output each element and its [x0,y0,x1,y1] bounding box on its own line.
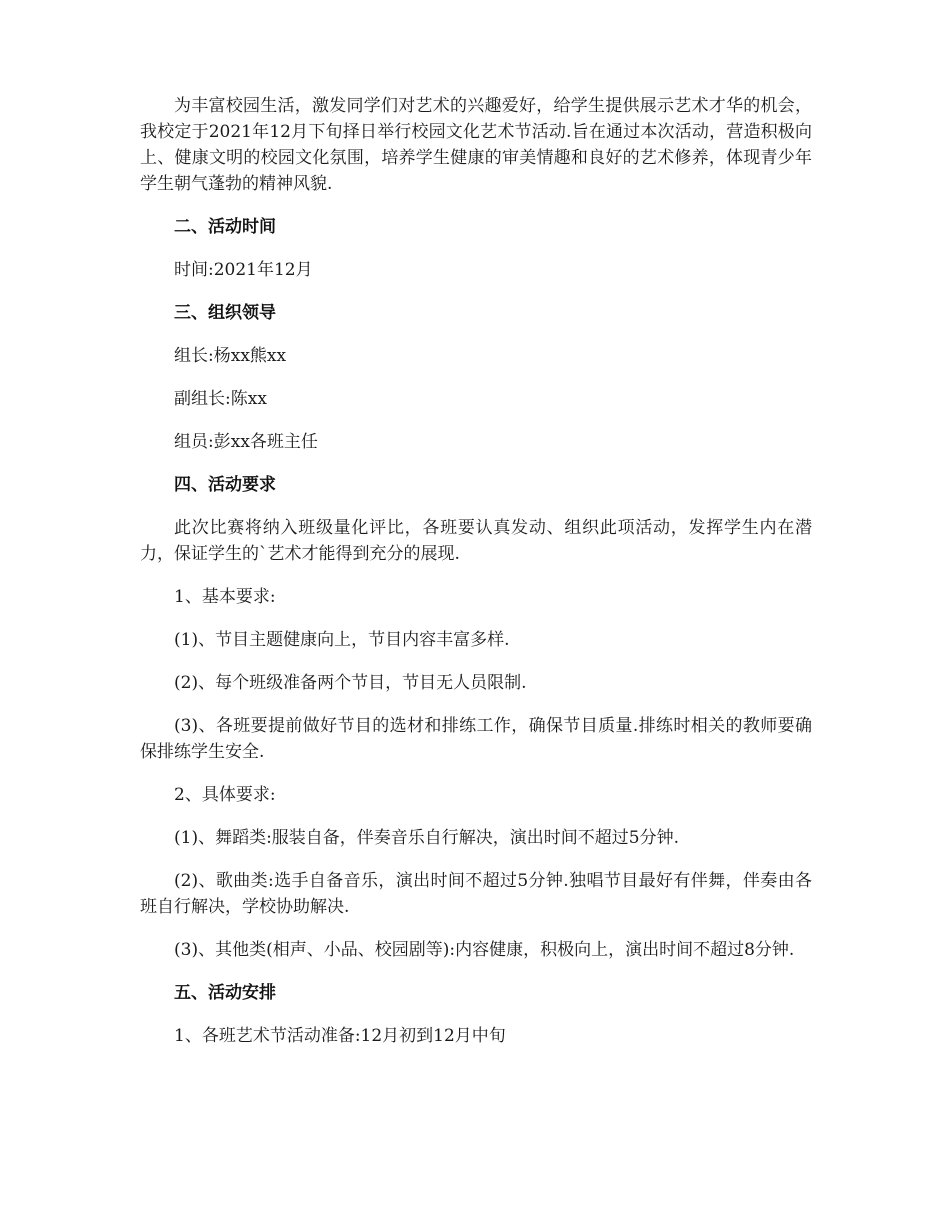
intro-paragraph: 为丰富校园生活，激发同学们对艺术的兴趣爱好，给学生提供展示艺术才华的机会，我校定于2021年12月下旬择日举行校园文化艺术节活动.旨在通过本次活动，营造积极向上、健康文明的校园文化氛围，培养学生健康的审美情趣和良好的艺术修养，体现青少年学生朝气蓬勃的精神风貌. [140,96,812,194]
specific-requirement-item: (3)、其他类(相声、小品、校园剧等):内容健康，积极向上，演出时间不超过8分钟. [174,940,795,960]
basic-requirement-item: (2)、每个班级准备两个节目，节目无人员限制. [174,673,527,693]
section-heading-arrangement: 五、活动安排 [174,983,276,1003]
basic-requirements-title: 1、基本要求: [174,587,276,607]
specific-requirements-title: 2、具体要求: [174,785,276,805]
specific-requirement-item: (1)、舞蹈类:服装自备，伴奏音乐自行解决，演出时间不超过5分钟. [174,828,680,848]
members-paragraph: 组员:彭xx各班主任 [174,432,318,452]
vice-leader-paragraph: 副组长:陈xx [174,389,267,409]
specific-requirement-item: (2)、歌曲类:选手自备音乐，演出时间不超过5分钟.独唱节目最好有伴舞，伴奏由各班自行解决，学校协助解决. [140,871,812,917]
arrangement-item: 1、各班艺术节活动准备:12月初到12月中旬 [174,1026,506,1046]
requirements-intro-paragraph: 此次比赛将纳入班级量化评比，各班要认真发动、组织此项活动，发挥学生内在潜力，保证学生的`艺术才能得到充分的展现. [140,518,812,564]
basic-requirement-item: (1)、节目主题健康向上，节目内容丰富多样. [174,630,510,650]
section-heading-organization: 三、组织领导 [174,303,276,323]
section-heading-time: 二、活动时间 [174,217,276,237]
section-heading-requirements: 四、活动要求 [174,475,276,495]
leader-paragraph: 组长:杨xx熊xx [174,346,287,366]
document-body [140,93,812,1066]
time-paragraph: 时间:2021年12月 [174,260,313,280]
basic-requirement-item: (3)、各班要提前做好节目的选材和排练工作，确保节目质量.排练时相关的教师要确保排练学生安全. [140,716,812,762]
